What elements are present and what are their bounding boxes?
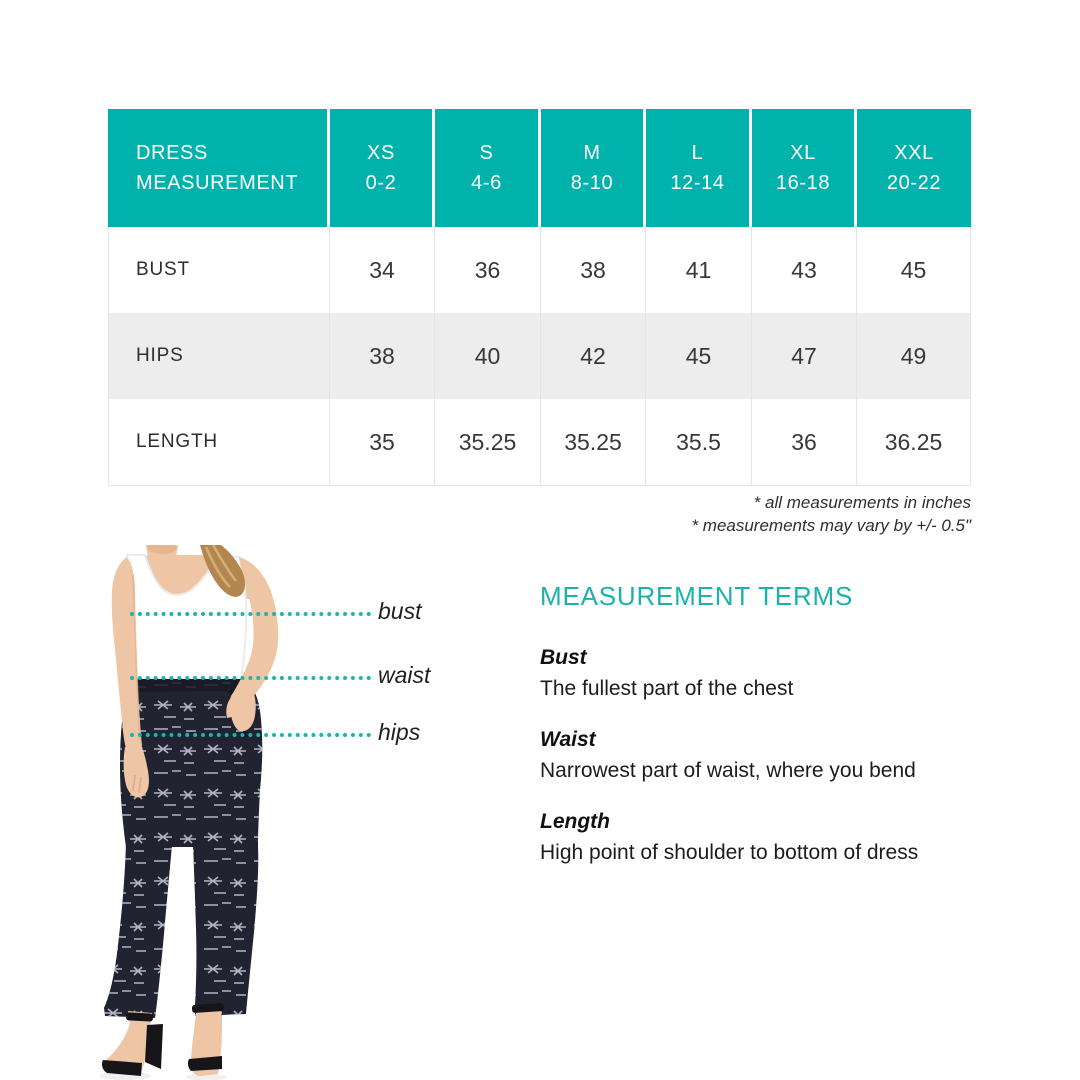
waistband <box>127 679 243 692</box>
cell-hips-xl: 47 <box>752 313 857 399</box>
column-header-l <box>646 109 752 227</box>
terms-heading: MEASUREMENT TERMS <box>540 581 854 611</box>
corner-header-line1: DRESS <box>136 142 208 164</box>
cell-length-m: 35.25 <box>541 399 646 485</box>
size-table <box>108 109 971 486</box>
waist-line-label: waist <box>378 662 431 688</box>
cell-hips-s: 40 <box>435 313 541 399</box>
size-label: XXL <box>894 142 934 164</box>
size-label: L <box>691 142 704 164</box>
cell-hips-xxl: 49 <box>900 342 927 369</box>
size-range: 8-10 <box>570 172 614 194</box>
term-name: Bust <box>540 646 587 669</box>
cell-bust-xxl: 45 <box>900 256 927 283</box>
cell-bust-s: 36 <box>435 227 541 313</box>
cell-length-xs: 35 <box>330 399 435 485</box>
term-bust <box>540 646 1000 701</box>
column-header-s <box>435 109 541 227</box>
bust-measure-line <box>130 612 371 616</box>
size-table-body <box>108 227 971 486</box>
size-label: XS <box>367 142 395 164</box>
measurement-terms-section <box>540 581 1000 892</box>
corner-header-line2: MEASUREMENT <box>136 172 299 194</box>
column-header-xxl <box>857 109 971 227</box>
cell-bust-xl: 43 <box>752 227 857 313</box>
term-name: Waist <box>540 728 596 751</box>
measurement-figure <box>100 545 445 1080</box>
cell-length-s: 35.25 <box>435 399 541 485</box>
size-table-header-row <box>108 109 971 227</box>
hips-measure-line <box>130 733 371 737</box>
cell-hips-l: 45 <box>646 313 752 399</box>
term-length <box>540 810 1000 865</box>
waist-measure-line <box>130 676 371 680</box>
model-photo <box>100 545 330 1080</box>
cell-bust-l: 41 <box>646 227 752 313</box>
note-inches: * all measurements in inches <box>753 493 971 512</box>
row-label: HIPS <box>109 313 330 399</box>
column-header-xl <box>752 109 857 227</box>
cell-bust-xs: 34 <box>330 227 435 313</box>
cell-bust-m: 38 <box>541 227 646 313</box>
cell-length-xxl: 36.25 <box>884 428 943 455</box>
term-name: Length <box>540 810 610 833</box>
size-range: 4-6 <box>471 172 502 194</box>
cell-hips-m: 42 <box>541 313 646 399</box>
cell-length-l: 35.5 <box>646 399 752 485</box>
size-range: 12-14 <box>670 172 725 194</box>
size-range: 20-22 <box>886 172 942 194</box>
size-label: S <box>479 142 494 164</box>
hips-line-label: hips <box>378 719 421 745</box>
cell-length-xl: 36 <box>752 399 857 485</box>
note-variance: * measurements may vary by +/- 0.5" <box>691 516 971 535</box>
term-definition: The fullest part of the chest <box>540 677 794 700</box>
table-row-hips <box>109 313 970 399</box>
column-header-m <box>541 109 646 227</box>
cell-hips-xs: 38 <box>330 313 435 399</box>
size-label: XL <box>790 142 816 164</box>
term-definition: High point of shoulder to bottom of dress <box>540 841 919 864</box>
size-range: 0-2 <box>365 172 397 194</box>
row-label: LENGTH <box>109 399 330 485</box>
size-label: M <box>583 142 601 164</box>
bust-line-label: bust <box>378 598 422 624</box>
size-range: 16-18 <box>775 172 831 194</box>
term-definition: Narrowest part of waist, where you bend <box>540 759 916 782</box>
row-label: BUST <box>109 227 330 313</box>
table-row-bust <box>109 227 970 313</box>
table-corner-header <box>108 109 330 227</box>
column-header-xs <box>330 109 435 227</box>
term-waist <box>540 728 1000 783</box>
measurement-notes <box>691 491 971 537</box>
table-row-length <box>109 399 970 485</box>
